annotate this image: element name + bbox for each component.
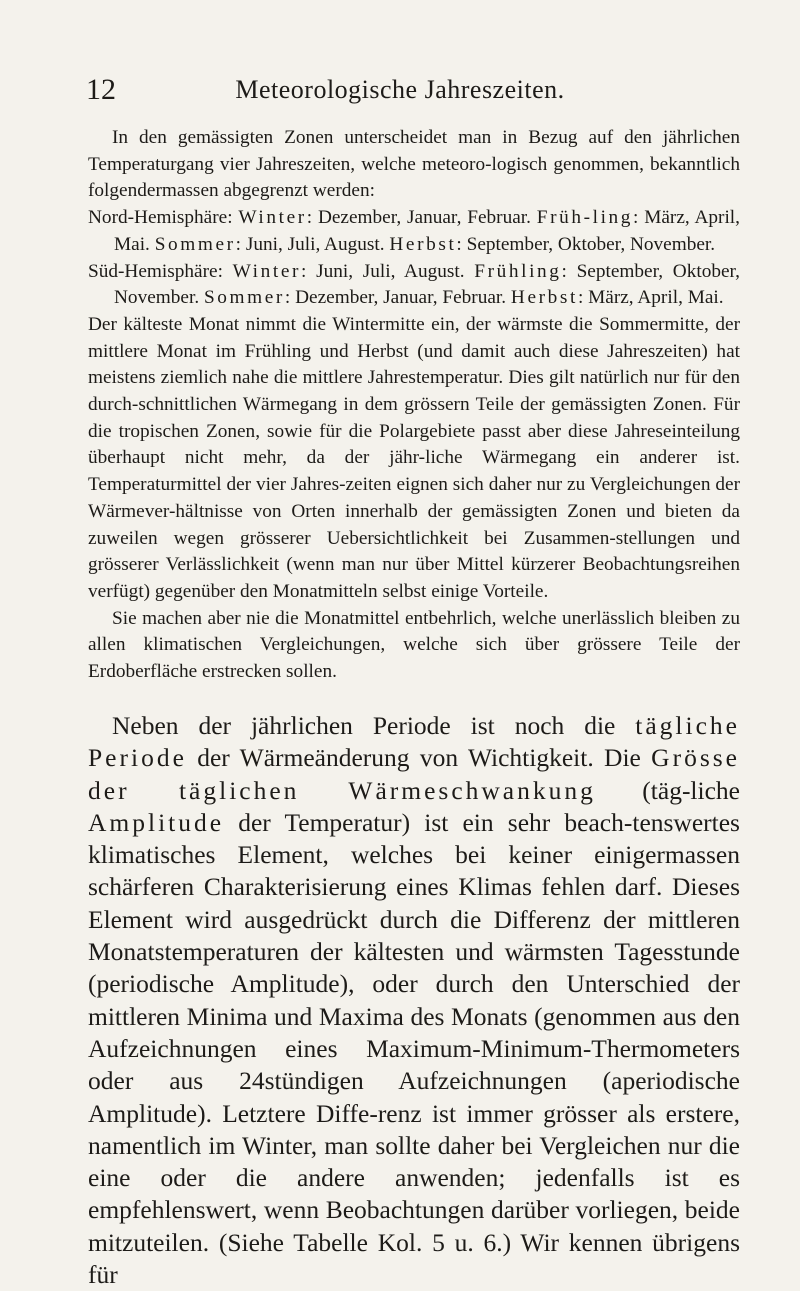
- running-title: Meteorologische Jahreszeiten.: [235, 75, 565, 104]
- seasons-paragraph: Der kälteste Monat nimmt die Wintermitte ein, der wärmste die Sommermitte, der mittlere Monat im Frühling und Herbst (und damit auch diese Jahreszeiten) hat meistens ziemlich nahe die mittlere Jahrestemperatur. Dies gilt natürlich nur für den durch-schnittlichen Wärmegang in dem grössern Teile der gemässigten Zonen. Für die tropischen Zonen, sowie für die Polargebiete passt aber diese Jahreseinteilung überhaupt nicht mehr, da der jähr-liche Wärmegang ein anderer ist. Temperaturmittel der vier Jahres-zeiten eignen sich daher nur zu Vergleichungen der Wärmever-hältnisse von Orten innerhalb der gemässigten Zonen und bieten da zuweilen wegen grösserer Uebersichtlichkeit bei Zusammen-stellungen und grösserer Verlässlichkeit (wenn man nur über Mittel kürzerer Beobachtungsreihen verfügt) gegenüber den Monatmitteln selbst einige Vorteile.: [88, 313, 740, 602]
- season-label: Winter: [232, 260, 302, 282]
- text-run: (täg-liche: [595, 775, 740, 805]
- season-label: Herbst: [510, 287, 578, 309]
- small-print-block: [88, 125, 740, 686]
- season-label: Sommer: [154, 233, 236, 255]
- hemisphere-label: Süd-Hemisphäre:: [88, 260, 233, 282]
- north-hemisphere-definition: [88, 205, 740, 258]
- season-months: : Juni, Juli, August.: [235, 233, 390, 255]
- season-label: Winter: [238, 207, 307, 229]
- text-run: der Temperatur) ist ein sehr beach-tenswertes klimatisches Element, welches bei keiner einigermassen schärferen Charakterisierung eines Klimas fehlen darf. Dieses Element wird ausgedrückt durch die Differenz der mittleren Monatstemperaturen der kältesten und wärmsten Tagesstunde (periodische Amplitude), oder durch den Unterschied der mittleren Minima und Maxima des Monats (genommen aus den Aufzeichnungen eines Maximum-Minimum-Thermometers oder aus 24stündigen Aufzeichnungen (aperiodische Amplitude). Letztere Diffe-renz ist immer grösser als erstere, namentlich im Winter, man sollte daher bei Vergleichen nur die eine oder die andere anwenden; jedenfalls ist es empfehlenswert, wenn Beobachtungen darüber vorliegen, beide mitzuteilen. (Siehe Tabelle Kol. 5 u. 6.) Wir kennen übrigens für: [88, 807, 740, 1290]
- season-months: : Dezember, Januar, Februar.: [306, 207, 537, 229]
- monthly-means-paragraph: Sie machen aber nie die Monatmittel entbehrlich, welche unerlässlich bleiben zu allen klimatischen Vergleichungen, welche sich über grössere Teile der Erdoberfläche erstrecken sollen.: [88, 607, 740, 683]
- hemisphere-label: Nord-Hemisphäre:: [88, 207, 239, 229]
- text-run: Neben der jährlichen Periode ist noch die: [112, 711, 636, 740]
- season-label: Frühling: [474, 260, 562, 282]
- text-run: der Wärmeänderung von Wichtigkeit. Die: [186, 743, 652, 773]
- large-print-block: [88, 710, 740, 1291]
- season-months: : September, Oktober, November.: [114, 260, 740, 309]
- season-months: : Dezember, Januar, Februar.: [284, 287, 511, 309]
- south-hemisphere-definition: [88, 259, 740, 312]
- season-label: Herbst: [389, 233, 457, 255]
- daily-period-paragraph: [88, 710, 740, 1291]
- page-number: 12: [86, 73, 116, 106]
- page-header: [0, 70, 800, 110]
- season-months: : September, Oktober, November.: [456, 233, 716, 255]
- season-months: : März, April, Mai.: [577, 287, 724, 309]
- season-months: : Juni, Juli, August.: [301, 260, 475, 282]
- season-label: Früh-ling: [536, 207, 634, 229]
- season-label: Sommer: [203, 287, 285, 309]
- intro-paragraph: In den gemässigten Zonen unterscheidet man in Bezug auf den jährlichen Temperaturgang vier Jahreszeiten, welche meteoro-logisch genommen, bekanntlich folgendermassen abgegrenzt werden:: [88, 127, 740, 202]
- emphasis-daily-range: Grösse der täglichen Wärmeschwankung: [88, 743, 740, 805]
- emphasis-daily-period: tägliche Periode: [88, 711, 740, 773]
- season-months: : März, April, Mai.: [114, 207, 740, 255]
- emphasis-amplitude: Amplitude: [88, 807, 225, 837]
